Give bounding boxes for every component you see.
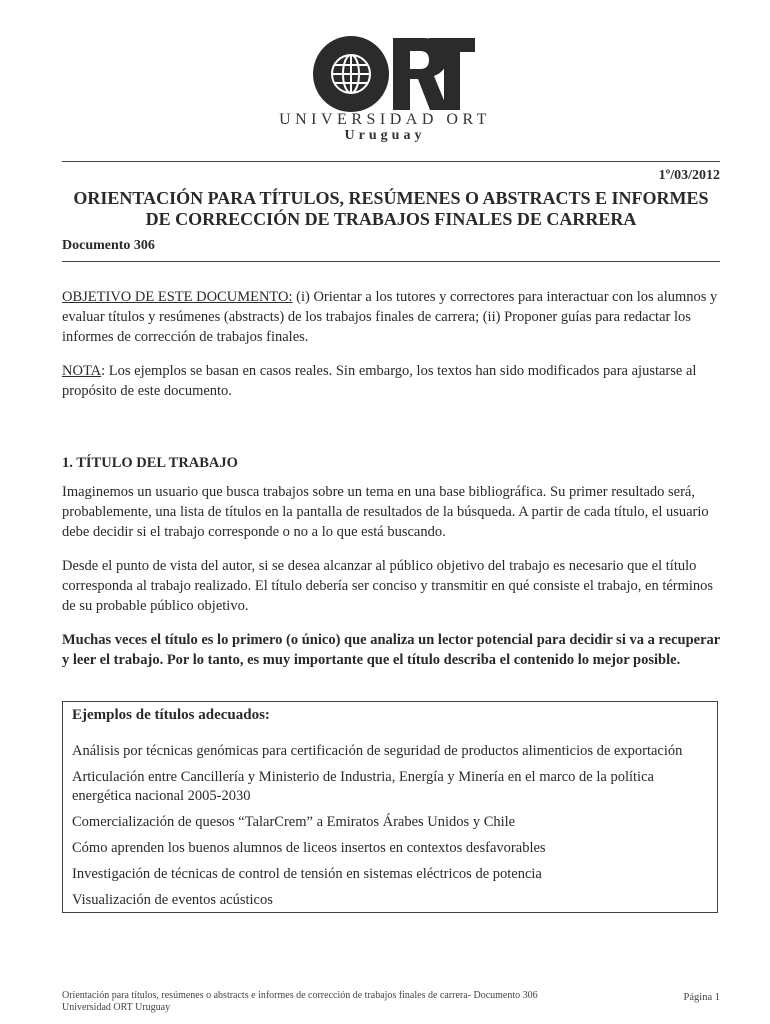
logo-text: ORT xyxy=(311,34,313,35)
document-date: 1º/03/2012 xyxy=(658,168,720,183)
note-text: : Los ejemplos se basan en casos reales. Sin embargo, los textos han sido modificados para ajustarse al propósito de este documento. xyxy=(62,363,697,399)
note-label: NOTA xyxy=(62,363,102,379)
list-item: Análisis por técnicas genómicas para certificación de seguridad de productos alimenticios de exportación xyxy=(72,743,683,759)
list-item: Cómo aprenden los buenos alumnos de liceos insertos en contextos desfavorables xyxy=(72,840,546,856)
title-line-1: ORIENTACIÓN PARA TÍTULOS, RESÚMENES O ABSTRACTS E INFORMES xyxy=(73,188,709,208)
list-item: Visualización de eventos acústicos xyxy=(72,892,273,908)
document-title xyxy=(62,188,720,230)
examples-list xyxy=(72,742,712,917)
section-paragraph-3: Muchas veces el título es lo primero (o único) que analiza un lector potencial para decidir si va a recuperar y leer el trabajo. Por lo tanto, es muy importante que el título describa el contenido lo mejor posible. xyxy=(62,632,720,668)
section-paragraph-2: Desde el punto de vista del autor, si se desea alcanzar al público objetivo del trabajo es necesario que el título corresponda al trabajo realizado. El título debería ser conciso y transmitir en qué consiste el trabajo, en términos de su probable público objetivo. xyxy=(62,558,714,614)
objective-label: OBJETIVO DE ESTE DOCUMENTO: xyxy=(62,289,293,305)
objective-paragraph xyxy=(62,287,722,347)
note-paragraph xyxy=(62,361,722,401)
objective-text: (i) Orientar a los tutores y correctores para interactuar con los alumnos y evaluar títulos y resúmenes (abstracts) de los trabajos finales de carrera; (ii) Proponer guías para redactar los informes de corrección de trabajos finales. xyxy=(62,289,718,345)
header-divider xyxy=(62,161,720,162)
university-country: Uruguay xyxy=(344,128,426,143)
document-number: Documento 306 xyxy=(62,238,155,253)
footer-line-2: Universidad ORT Uruguay xyxy=(62,1002,171,1013)
ort-logo xyxy=(311,34,475,114)
examples-title: Ejemplos de títulos adecuados: xyxy=(72,707,270,723)
page-number: Página 1 xyxy=(683,992,720,1003)
footer-text xyxy=(62,990,538,1014)
title-divider xyxy=(62,261,720,262)
section-paragraph-1: Imaginemos un usuario que busca trabajos sobre un tema en una base bibliográfica. Su primer resultado será, probablemente, una lista de títulos en la pantalla de resultados de la búsqueda. A partir de cada título, el usuario debe decidir si el trabajo corresponde o no a lo que está buscando. xyxy=(62,484,709,540)
list-item: Articulación entre Cancillería y Ministerio de Industria, Energía y Minería en el marco de la política energética nacional 2005-2030 xyxy=(72,769,654,804)
university-name: UNIVERSIDAD ORT xyxy=(279,111,491,128)
examples-box xyxy=(62,701,718,913)
list-item: Comercialización de quesos “TalarCrem” a Emiratos Árabes Unidos y Chile xyxy=(72,814,516,830)
list-item: Investigación de técnicas de control de tensión en sistemas eléctricos de potencia xyxy=(72,866,542,882)
section-heading: 1. TÍTULO DEL TRABAJO xyxy=(62,455,238,471)
footer-line-1: Orientación para títulos, resúmenes o abstracts e informes de corrección de trabajos finales de carrera- Documento 306 xyxy=(62,990,538,1001)
globe-icon xyxy=(332,55,370,93)
title-line-2: DE CORRECCIÓN DE TRABAJOS FINALES DE CARRERA xyxy=(145,209,637,229)
